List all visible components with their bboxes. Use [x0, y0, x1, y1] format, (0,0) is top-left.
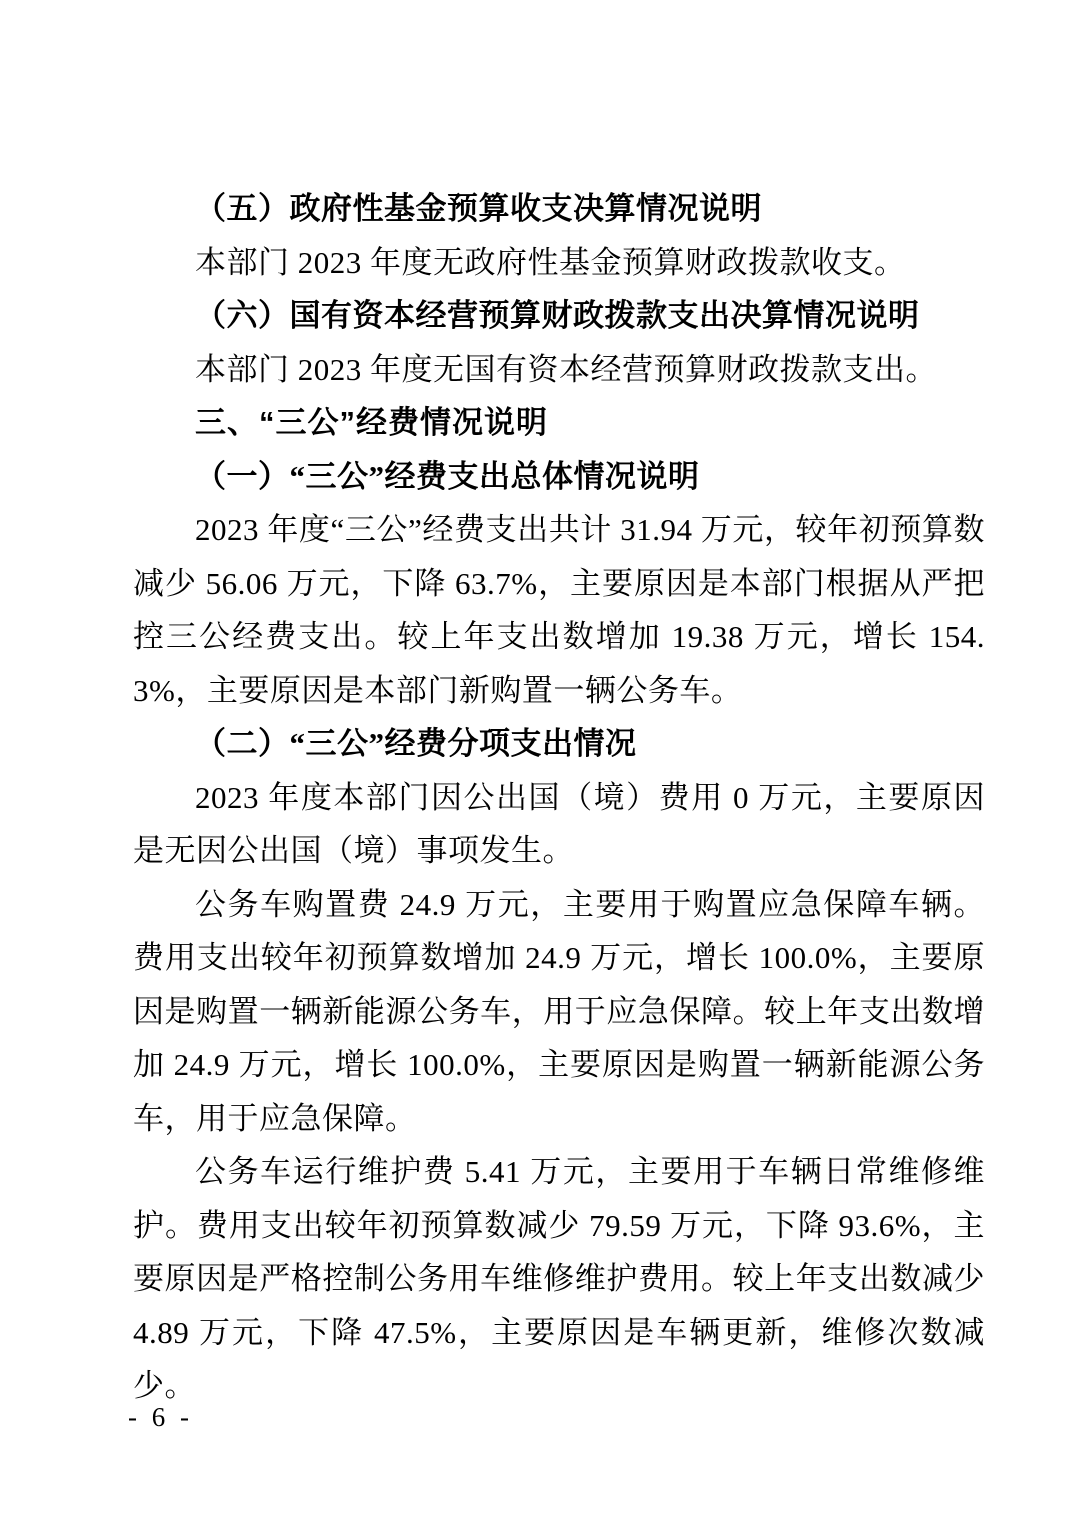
document-body — [133, 182, 985, 1413]
para-vehicle-maintenance: 公务车运行维护费 5.41 万元，主要用于车辆日常维修维护。费用支出较年初预算数减少 79.59 万元，下降 93.6%，主要原因是严格控制公务用车维修维护费用。较上年支出数减少 4.89 万元，下降 47.5%，主要原因是车辆更新，维修次数减少。 — [133, 1154, 985, 1403]
heading-gov-fund-budget: （五）政府性基金预算收支决算情况说明 — [195, 191, 762, 226]
para-three-public-overview: 2023 年度“三公”经费支出共计 31.94 万元，较年初预算数减少 56.06 万元，下降 63.7%，主要原因是本部门根据从严把控三公经费支出。较上年支出数增加 19.38 万元，增长 154.3%，主要原因是本部门新购置一辆公务车。 — [133, 512, 985, 708]
page-number: - 6 - — [128, 1402, 193, 1432]
para-abroad-expense: 2023 年度本部门因公出国（境）费用 0 万元，主要原因是无因公出国（境）事项发生。 — [133, 779, 985, 868]
para-vehicle-purchase: 公务车购置费 24.9 万元，主要用于购置应急保障车辆。费用支出较年初预算数增加 24.9 万元，增长 100.0%，主要原因是购置一辆新能源公务车，用于应急保障。较上年支出数增加 24.9 万元，增长 100.0%，主要原因是购置一辆新能源公务车，用于应急保障。 — [133, 886, 985, 1136]
heading-state-capital-budget: （六）国有资本经营预算财政拨款支出决算情况说明 — [195, 298, 920, 333]
para-gov-fund-budget: 本部门 2023 年度无政府性基金预算财政拨款收支。 — [195, 244, 906, 280]
heading-three-public-breakdown: （二）“三公”经费分项支出情况 — [195, 726, 637, 761]
heading-three-public-overview: （一）“三公”经费支出总体情况说明 — [195, 458, 700, 494]
heading-three-public-section: 三、“三公”经费情况说明 — [195, 405, 548, 440]
para-state-capital-budget: 本部门 2023 年度无国有资本经营预算财政拨款支出。 — [195, 351, 937, 387]
